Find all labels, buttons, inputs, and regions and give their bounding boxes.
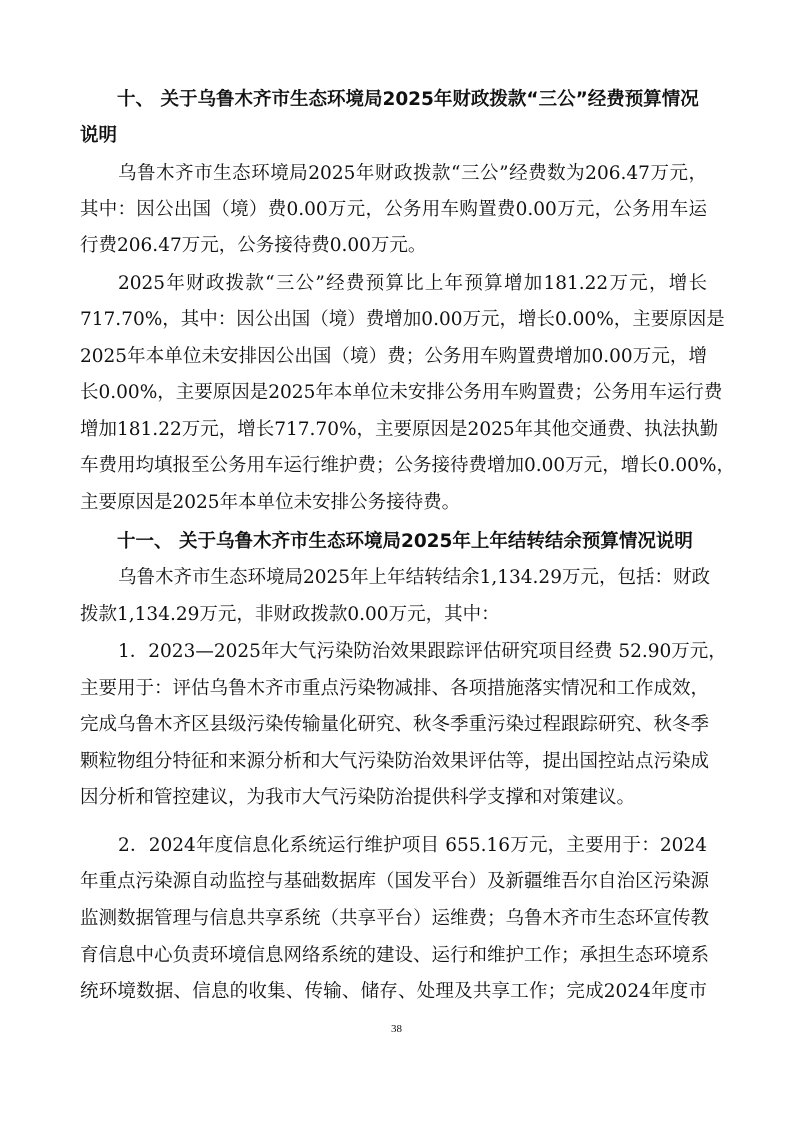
section-10-heading-cont: 说明 <box>80 125 118 146</box>
list-item-line: 颗粒物组分特征和来源分析和大气污染防治效果评估等，提出国控站点污染成 <box>80 751 710 772</box>
paragraph-line: 其中：因公出国（境）费0.00万元，公务用车购置费0.00万元，公务用车运 <box>80 199 707 220</box>
paragraph-line: 乌鲁木齐市生态环境局2025年上年结转结余1,134.29万元，包括：财政 <box>118 567 710 588</box>
list-item-line: 统环境数据、信息的收集、传输、储存、处理及共享工作；完成2024年度市 <box>80 981 707 1002</box>
list-item-line: 主要用于：评估乌鲁木齐市重点污染物减排、各项措施落实情况和工作成效， <box>80 678 710 699</box>
paragraph-line: 长0.00%，主要原因是2025年本单位未安排公务用车购置费；公务用车运行费 <box>80 382 723 403</box>
list-item-line: 育信息中心负责环境信息网络系统的建设、运行和维护工作；承担生态环境系 <box>80 945 710 966</box>
list-item-line: 监测数据管理与信息共享系统（共享平台）运维费；乌鲁木齐市生态环宣传教 <box>80 908 710 929</box>
list-item-line: 因分析和管控建议，为我市大气污染防治提供科学支撑和对策建议。 <box>80 787 636 808</box>
page-number: 38 <box>391 1023 402 1035</box>
list-item-line: 年重点污染源自动监控与基础数据库（国发平台）及新疆维吾尔自治区污染源 <box>80 871 710 892</box>
list-item-line: 2．2024年度信息化系统运行维护项目 655.16万元，主要用于：2024 <box>118 835 707 856</box>
list-item-line: 1．2023—2025年大气污染防治效果跟踪评估研究项目经费 52.90万元， <box>118 641 727 662</box>
paragraph-line: 2025年财政拨款“三公”经费预算比上年预算增加181.22万元，增长 <box>118 273 707 294</box>
paragraph-line: 乌鲁木齐市生态环境局2025年财政拨款“三公”经费数为206.47万元， <box>118 163 707 184</box>
paragraph-line: 车费用均填报至公务用车运行维护费；公务接待费增加0.00万元，增长0.00%， <box>80 455 735 476</box>
paragraph-line: 增加181.22万元，增长717.70%，主要原因是2025年其他交通费、执法执勤 <box>80 419 719 440</box>
section-11-heading: 十一、 关于乌鲁木齐市生态环境局2025年上年结转结余预算情况说明 <box>117 531 693 552</box>
paragraph-line: 2025年本单位未安排因公出国（境）费；公务用车购置费增加0.00万元，增 <box>80 346 707 367</box>
paragraph-line: 主要原因是2025年本单位未安排公务接待费。 <box>80 492 461 513</box>
paragraph-line: 行费206.47万元，公务接待费0.00万元。 <box>80 235 427 256</box>
section-10-heading: 十、 关于乌鲁木齐市生态环境局2025年财政拨款“三公”经费预算情况 <box>117 89 699 110</box>
paragraph-line: 拨款1,134.29万元，非财政拨款0.00万元，其中： <box>80 604 500 625</box>
list-item-line: 完成乌鲁木齐区县级污染传输量化研究、秋冬季重污染过程跟踪研究、秋冬季 <box>80 714 710 735</box>
paragraph-line: 717.70%，其中：因公出国（境）费增加0.00万元，增长0.00%，主要原因是 <box>80 309 725 330</box>
